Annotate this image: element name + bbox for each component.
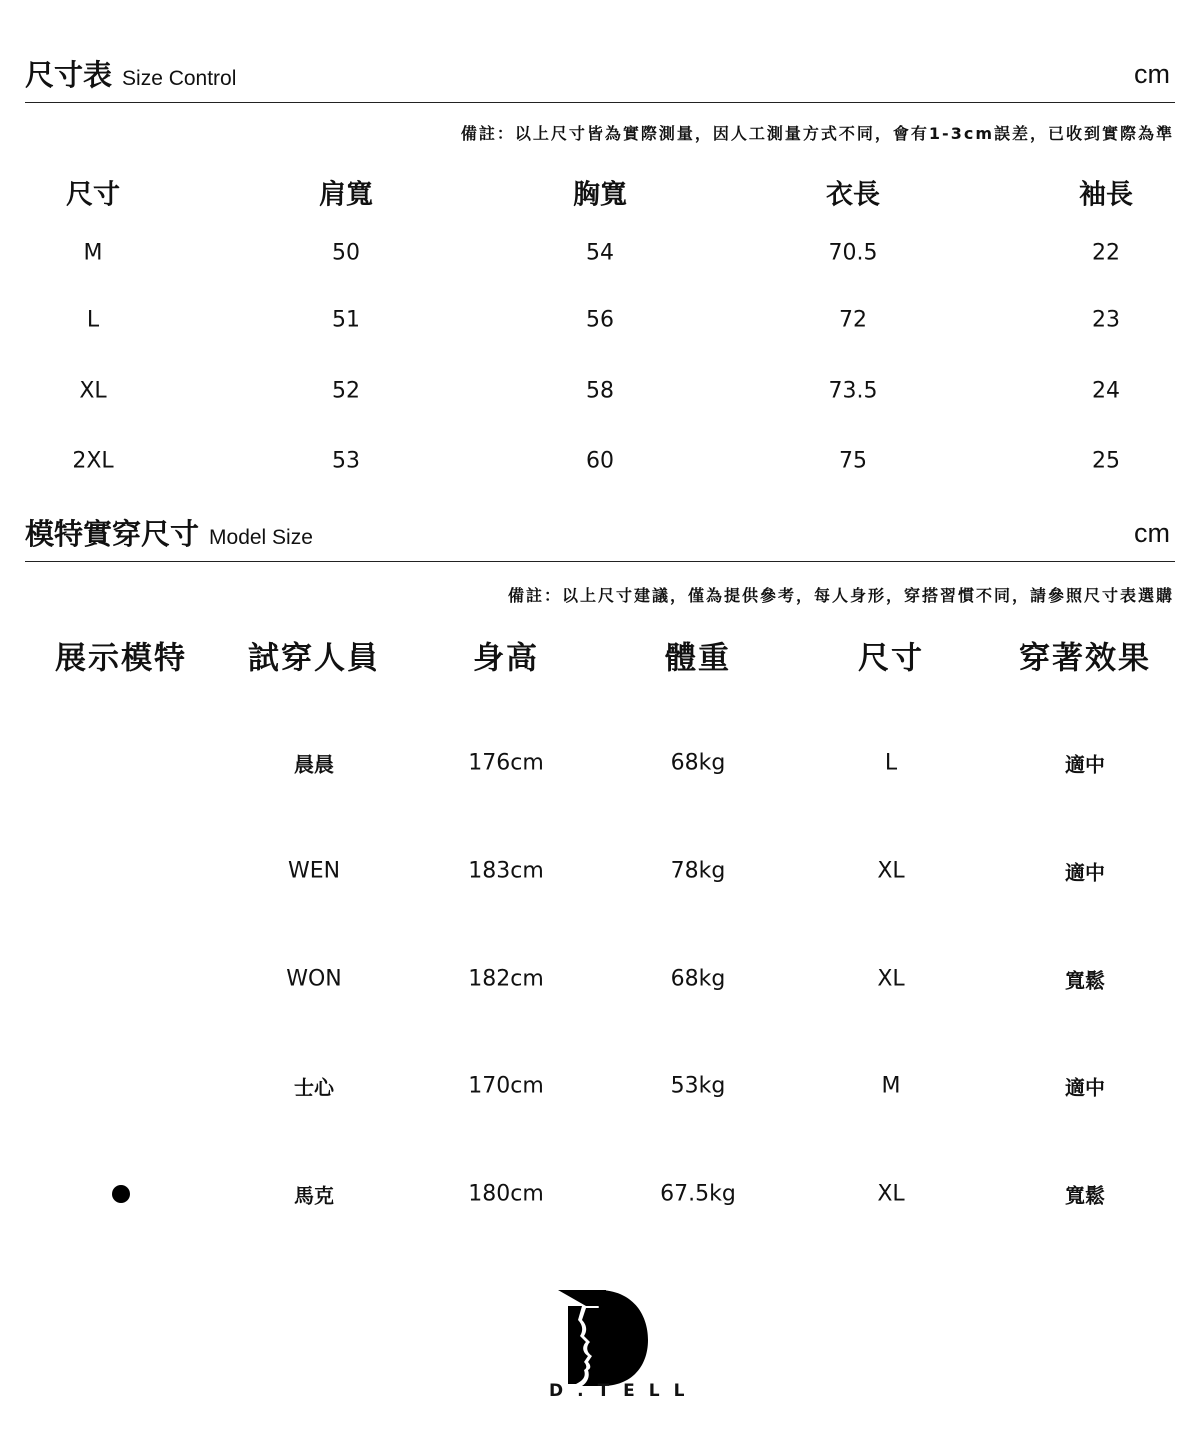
size-cell-r0-c0: M	[83, 240, 103, 266]
model-name-cell: 馬克	[294, 1183, 334, 1208]
size-header-3: 衣長	[826, 179, 880, 211]
model-header-4: 尺寸	[858, 640, 924, 677]
model-weight-cell: 78kg	[670, 858, 726, 884]
size-cell-r1-c3: 72	[839, 307, 867, 333]
model-header-5: 穿著效果	[1019, 640, 1151, 677]
model-chart-unit: cm	[1134, 518, 1170, 548]
size-cell-r2-c3: 73.5	[828, 378, 878, 404]
model-size-cell: XL	[877, 1181, 905, 1207]
model-name-cell: 士心	[294, 1075, 334, 1100]
model-weight-cell: 67.5kg	[660, 1181, 736, 1207]
size-cell-r1-c4: 23	[1092, 307, 1120, 333]
size-cell-r2-c0: XL	[79, 378, 107, 404]
model-name-cell: WON	[286, 966, 342, 992]
model-height-cell: 176cm	[468, 750, 544, 776]
model-fit-cell: 寬鬆	[1065, 1183, 1105, 1208]
model-weight-cell: 68kg	[670, 966, 726, 992]
size-header-0: 尺寸	[66, 179, 120, 211]
model-header-3: 體重	[665, 640, 731, 677]
model-name-cell: WEN	[287, 858, 341, 884]
model-height-cell: 182cm	[468, 966, 544, 992]
model-size-cell: XL	[877, 966, 905, 992]
size-cell-r3-c4: 25	[1092, 448, 1120, 474]
size-chart-subtitle: Size Control	[122, 67, 237, 90]
size-chart-title-text: 尺寸表	[25, 58, 113, 92]
model-name-cell: 晨晨	[294, 752, 334, 777]
size-cell-r2-c1: 52	[332, 378, 360, 404]
size-cell-r3-c1: 53	[332, 448, 360, 474]
size-header-4: 袖長	[1079, 179, 1133, 211]
model-fit-cell: 寬鬆	[1065, 968, 1105, 993]
size-chart-note: 備註：以上尺寸皆為實際測量，因人工測量方式不同，會有1-3cm誤差，已收到實際為準	[460, 124, 1174, 143]
model-fit-cell: 適中	[1065, 752, 1105, 777]
size-cell-r1-c1: 51	[332, 307, 360, 333]
model-chart-title	[25, 512, 313, 553]
size-chart-header	[25, 40, 1175, 103]
model-size-cell: L	[884, 750, 898, 776]
size-cell-r1-c0: L	[86, 307, 100, 333]
model-height-cell: 183cm	[468, 858, 544, 884]
size-cell-r0-c1: 50	[332, 240, 360, 266]
size-header-2: 胸寬	[573, 179, 627, 211]
size-cell-r0-c2: 54	[586, 240, 614, 266]
model-height-cell: 180cm	[468, 1181, 544, 1207]
size-cell-r2-c4: 24	[1092, 378, 1120, 404]
size-cell-r0-c4: 22	[1092, 240, 1120, 266]
model-weight-cell: 68kg	[670, 750, 726, 776]
model-header-0: 展示模特	[55, 640, 187, 677]
shown-model-indicator	[112, 1185, 130, 1203]
size-cell-r3-c2: 60	[586, 448, 614, 474]
size-cell-r3-c0: 2XL	[72, 448, 114, 474]
model-size-cell: M	[881, 1073, 901, 1099]
model-fit-cell: 適中	[1065, 1075, 1105, 1100]
size-header-1: 肩寬	[319, 179, 373, 211]
size-chart-unit: cm	[1134, 59, 1170, 89]
size-chart-title	[25, 53, 236, 94]
model-header-2: 身高	[473, 640, 539, 677]
size-cell-r2-c2: 58	[586, 378, 614, 404]
brand-logo-text: D.TELL	[549, 1381, 699, 1401]
model-header-1: 試穿人員	[248, 640, 380, 677]
model-fit-cell: 適中	[1065, 860, 1105, 885]
model-weight-cell: 53kg	[670, 1073, 726, 1099]
model-chart-subtitle: Model Size	[209, 526, 313, 549]
model-height-cell: 170cm	[468, 1073, 544, 1099]
model-chart-title-text: 模特實穿尺寸	[25, 517, 200, 551]
size-cell-r3-c3: 75	[839, 448, 867, 474]
model-size-cell: XL	[877, 858, 905, 884]
size-cell-r1-c2: 56	[586, 307, 614, 333]
size-cell-r0-c3: 70.5	[828, 240, 878, 266]
model-chart-header	[25, 500, 1175, 562]
model-chart-note: 備註：以上尺寸建議，僅為提供參考，每人身形，穿搭習慣不同，請參照尺寸表選購	[507, 586, 1174, 605]
